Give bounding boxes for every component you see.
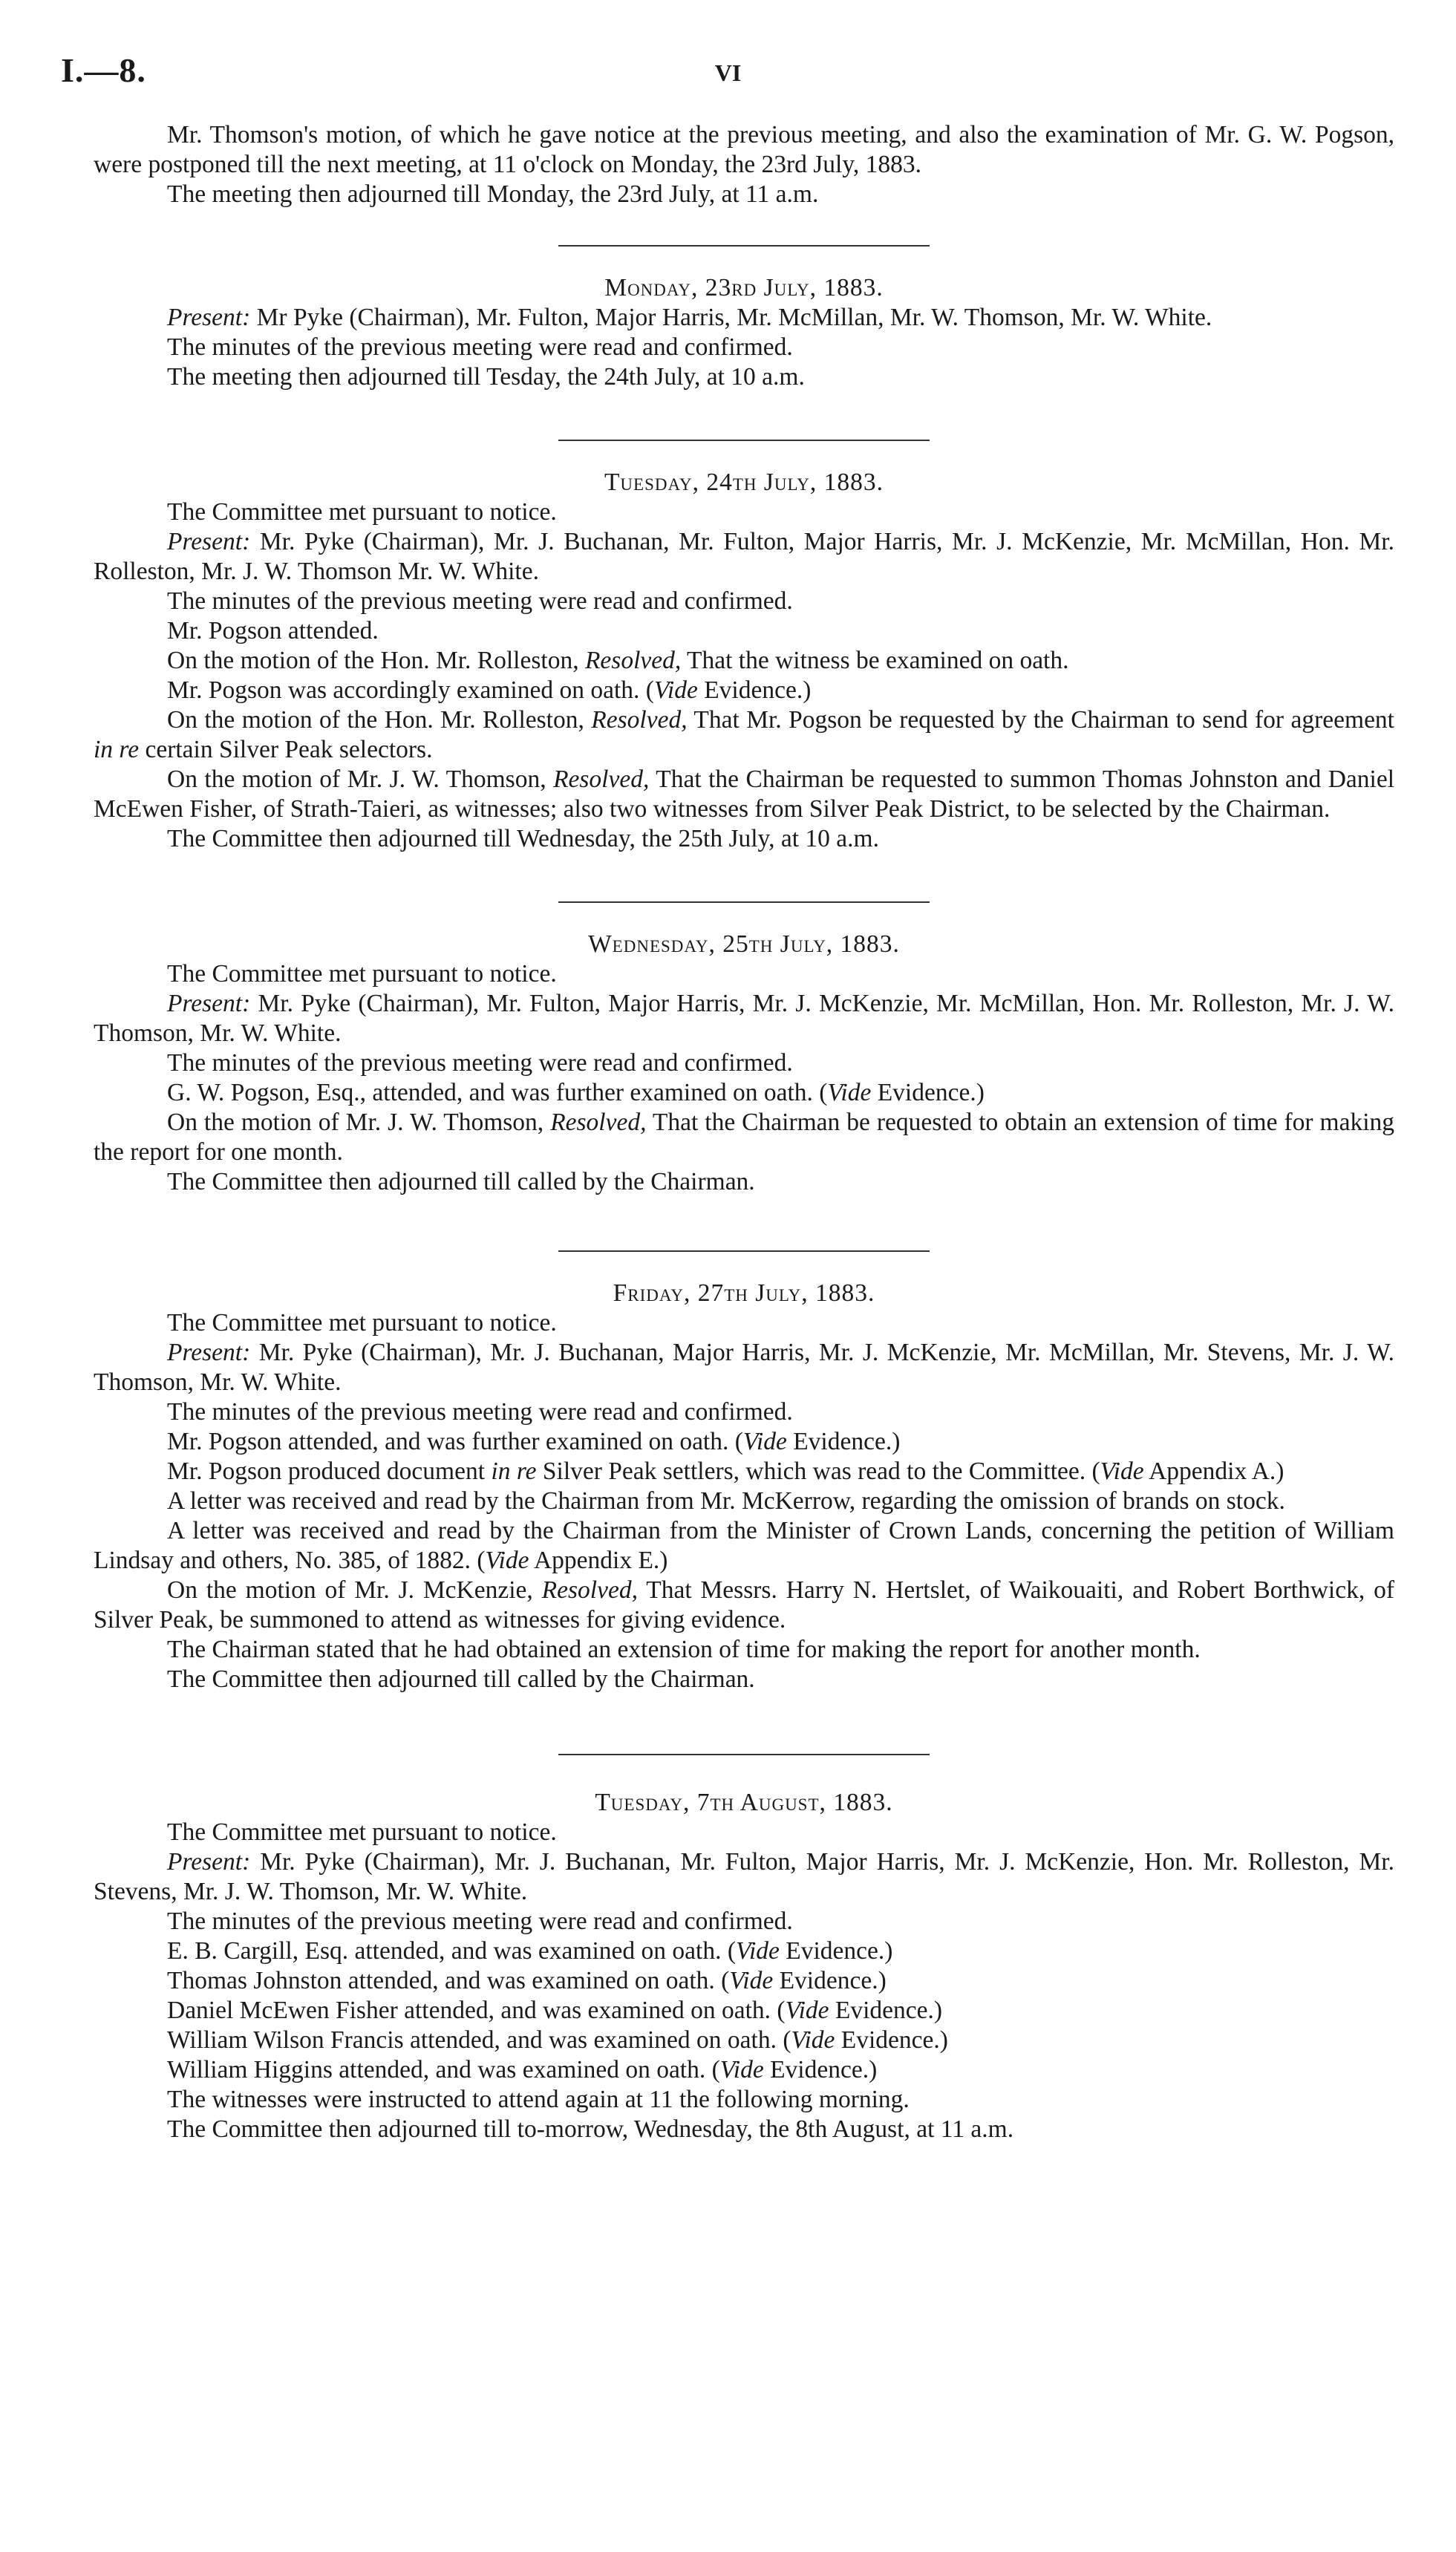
paragraph: Present: Mr. Pyke (Chairman), Mr. J. Buchanan, Major Harris, Mr. J. McKenzie, Mr. McMillan, Mr. Stevens, Mr. J. W. Thomson, Mr. W. White. bbox=[94, 1339, 1394, 1396]
italic-term: Resolved, bbox=[550, 1109, 647, 1136]
meeting-date-heading: Tuesday, 7th August, 1883. bbox=[595, 1789, 893, 1816]
paragraph: Present: Mr. Pyke (Chairman), Mr. J. Buchanan, Mr. Fulton, Major Harris, Mr. J. McKenzie, Hon. Mr. Rolleston, Mr. Stevens, Mr. J. W. Thomson, Mr. W. White. bbox=[94, 1848, 1394, 1905]
italic-term: Vide bbox=[736, 1937, 780, 1965]
paragraph: The witnesses were instructed to attend again at 11 the following morning. bbox=[167, 2086, 910, 2113]
section-divider bbox=[558, 440, 930, 441]
present-label: Present: bbox=[167, 304, 251, 331]
section-divider bbox=[558, 1250, 930, 1252]
present-label: Present: bbox=[167, 990, 251, 1017]
paragraph: Mr. Pogson produced document in re Silver Peak settlers, which was read to the Committee. (Vide Appendix A.) bbox=[167, 1458, 1284, 1485]
paragraph: The Committee met pursuant to notice. bbox=[167, 960, 557, 988]
paragraph: The Committee then adjourned till called by the Chairman. bbox=[167, 1168, 755, 1195]
paragraph: Daniel McEwen Fisher attended, and was examined on oath. (Vide Evidence.) bbox=[167, 1997, 943, 2024]
paragraph: On the motion of the Hon. Mr. Rolleston, Resolved, That Mr. Pogson be requested by the Chairman to send for agreement in re certain Silver Peak selectors. bbox=[94, 706, 1394, 763]
italic-term: in re bbox=[94, 736, 140, 763]
paragraph: Mr. Pogson attended, and was further examined on oath. (Vide Evidence.) bbox=[167, 1428, 901, 1455]
paragraph: The minutes of the previous meeting were read and confirmed. bbox=[167, 1398, 793, 1426]
meeting-date-heading: Friday, 27th July, 1883. bbox=[613, 1279, 875, 1307]
paragraph: The Committee then adjourned till to-morrow, Wednesday, the 8th August, at 11 a.m. bbox=[167, 2115, 1014, 2143]
paragraph: Mr. Pogson was accordingly examined on oath. (Vide Evidence.) bbox=[167, 676, 812, 704]
paragraph: On the motion of Mr. J. W. Thomson, Resolved, That the Chairman be requested to summon Thomas Johnston and Daniel McEwen Fisher, of Strath-Taieri, as witnesses; also two witnesses from Silver Peak District, to be selected by the Chairman. bbox=[94, 766, 1394, 823]
paragraph: William Wilson Francis attended, and was examined on oath. (Vide Evidence.) bbox=[167, 2026, 948, 2054]
paragraph: The Committee then adjourned till called by the Chairman. bbox=[167, 1665, 755, 1693]
italic-term: Resolved, bbox=[584, 647, 682, 674]
minutes-body bbox=[94, 120, 1394, 2144]
paragraph: William Higgins attended, and was examined on oath. (Vide Evidence.) bbox=[167, 2056, 878, 2083]
present-label: Present: bbox=[167, 528, 251, 555]
section-divider bbox=[558, 901, 930, 903]
italic-term: Vide bbox=[485, 1547, 529, 1574]
sections bbox=[94, 245, 1394, 2144]
italic-term: Vide bbox=[653, 676, 698, 704]
italic-term: Vide bbox=[1100, 1458, 1144, 1485]
italic-term: Vide bbox=[742, 1428, 787, 1455]
paragraph: A letter was received and read by the Chairman from the Minister of Crown Lands, concerning the petition of William Lindsay and others, No. 385, of 1882. (Vide Appendix E.) bbox=[94, 1517, 1394, 1574]
meeting-date-heading: Wednesday, 25th July, 1883. bbox=[588, 930, 900, 958]
paragraph: The minutes of the previous meeting were read and confirmed. bbox=[167, 587, 793, 615]
paragraph: G. W. Pogson, Esq., attended, and was further examined on oath. (Vide Evidence.) bbox=[167, 1079, 985, 1106]
paragraph: A letter was received and read by the Chairman from Mr. McKerrow, regarding the omission of brands on stock. bbox=[167, 1487, 1285, 1515]
paragraph: On the motion of the Hon. Mr. Rolleston, Resolved, That the witness be examined on oath. bbox=[167, 647, 1069, 674]
paragraph: The Committee met pursuant to notice. bbox=[167, 1309, 557, 1337]
paragraph: The meeting then adjourned till Monday, the 23rd July, at 11 a.m. bbox=[167, 180, 819, 208]
paragraph: Present: Mr Pyke (Chairman), Mr. Fulton, Major Harris, Mr. McMillan, Mr. W. Thomson, Mr. W. White. bbox=[167, 304, 1212, 331]
section-divider bbox=[558, 245, 930, 247]
italic-term: Vide bbox=[719, 2056, 764, 2083]
paragraph: The meeting then adjourned till Tesday, the 24th July, at 10 a.m. bbox=[167, 363, 805, 391]
paragraph: On the motion of Mr. J. W. Thomson, Resolved, That the Chairman be requested to obtain an extension of time for making the report for one month. bbox=[94, 1109, 1394, 1166]
paragraph: Present: Mr. Pyke (Chairman), Mr. Fulton, Major Harris, Mr. J. McKenzie, Mr. McMillan, Hon. Mr. Rolleston, Mr. J. W. Thomson, Mr. W. White. bbox=[94, 990, 1394, 1047]
paragraph: Present: Mr. Pyke (Chairman), Mr. J. Buchanan, Mr. Fulton, Major Harris, Mr. J. McKenzie, Mr. McMillan, Hon. Mr. Rolleston, Mr. J. W. Thomson Mr. W. White. bbox=[94, 528, 1394, 585]
paragraph: Thomas Johnston attended, and was examined on oath. (Vide Evidence.) bbox=[167, 1967, 887, 1994]
paragraph: The minutes of the previous meeting were read and confirmed. bbox=[167, 1049, 793, 1077]
paragraph: The Chairman stated that he had obtained an extension of time for making the report for another month. bbox=[167, 1636, 1201, 1663]
paragraph: Mr. Pogson attended. bbox=[167, 617, 379, 644]
present-label: Present: bbox=[167, 1848, 251, 1876]
section-divider bbox=[558, 1754, 930, 1755]
meeting-date-heading: Monday, 23rd July, 1883. bbox=[604, 274, 884, 301]
paragraph: The minutes of the previous meeting were read and confirmed. bbox=[167, 1908, 793, 1935]
italic-term: in re bbox=[491, 1458, 537, 1485]
meeting-date-heading: Tuesday, 24th July, 1883. bbox=[604, 469, 884, 496]
italic-term: Vide bbox=[791, 2026, 835, 2054]
paragraph: The Committee met pursuant to notice. bbox=[167, 1818, 557, 1846]
paragraph: On the motion of Mr. J. McKenzie, Resolved, That Messrs. Harry N. Hertslet, of Waikouaiti, and Robert Borthwick, of Silver Peak, be summoned to attend as witnesses for giving evidence. bbox=[94, 1576, 1394, 1634]
paragraph: The minutes of the previous meeting were read and confirmed. bbox=[167, 333, 793, 361]
paragraph: E. B. Cargill, Esq. attended, and was examined on oath. (Vide Evidence.) bbox=[167, 1937, 893, 1965]
paper-reference: I.—8. bbox=[61, 51, 146, 89]
italic-term: Resolved, bbox=[553, 766, 650, 793]
italic-term: Vide bbox=[827, 1079, 872, 1106]
italic-term: Vide bbox=[785, 1997, 829, 2024]
italic-term: Resolved, bbox=[541, 1576, 638, 1604]
paragraph: The Committee met pursuant to notice. bbox=[167, 498, 557, 526]
paragraph: The Committee then adjourned till Wednesday, the 25th July, at 10 a.m. bbox=[167, 825, 879, 852]
italic-term: Vide bbox=[729, 1967, 774, 1994]
present-label: Present: bbox=[167, 1339, 251, 1366]
italic-term: Resolved, bbox=[591, 706, 688, 734]
paragraph: Mr. Thomson's motion, of which he gave notice at the previous meeting, and also the examination of Mr. G. W. Pogson, were postponed till the next meeting, at 11 o'clock on Monday, the 23rd July, 1883. bbox=[94, 121, 1394, 178]
page-number: VI bbox=[714, 59, 742, 86]
